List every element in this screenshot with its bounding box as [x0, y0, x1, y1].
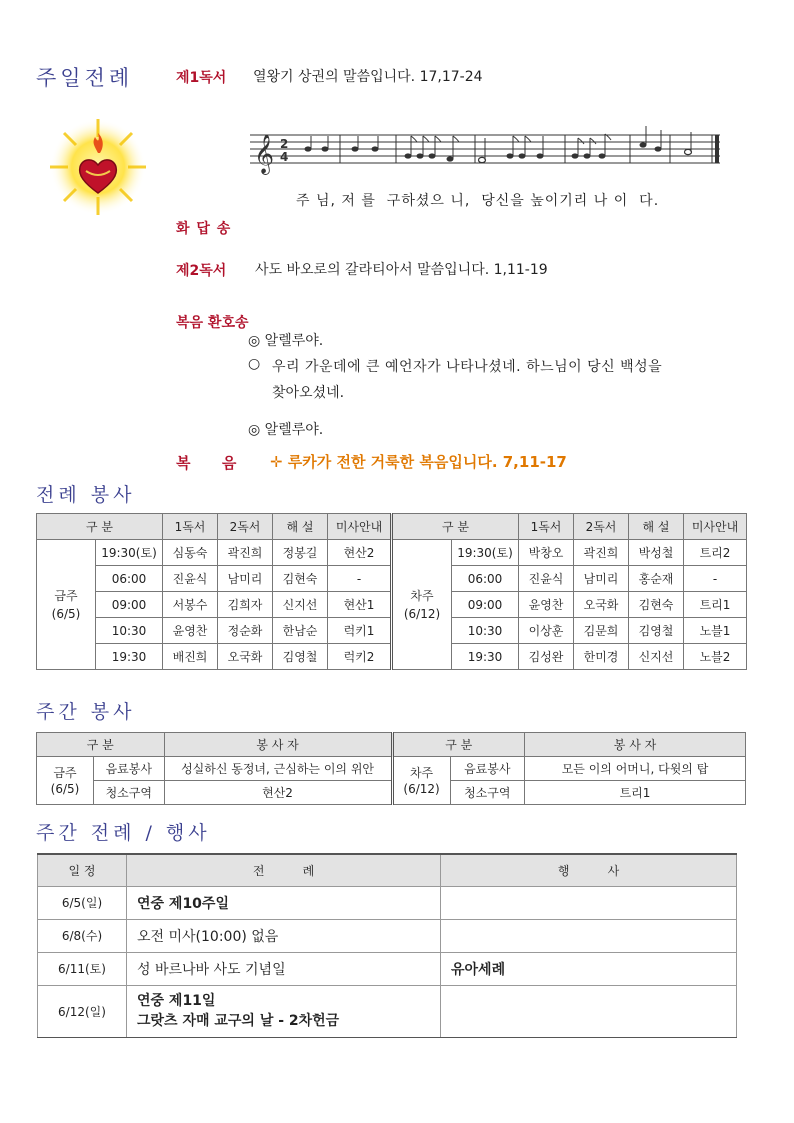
alleluia-verse-line1: 우리 가운데에 큰 예언자가 나타나셨네. 하느님이 당신 백성을	[272, 359, 663, 375]
psalm-lyrics: 주 님, 저 를 구하셨으 니, 당신을 높이기리 나 이 다.	[296, 193, 660, 209]
minister-name: 한미경	[574, 644, 629, 670]
minister-name: 트리2	[684, 540, 747, 566]
minister-name: 김현숙	[273, 566, 328, 592]
alleluia-response-1: ◎ 알렐루야.	[248, 333, 324, 349]
minister-name: 럭키1	[328, 618, 392, 644]
minister-name: 신지선	[629, 644, 684, 670]
schedule-liturgy: 연중 제10주일	[127, 886, 441, 919]
minister-name: 박창오	[519, 540, 574, 566]
mass-time: 19:30(토)	[452, 540, 519, 566]
minister-name: 현산1	[328, 592, 392, 618]
this-week-label: 금주 (6/5)	[37, 540, 96, 670]
minister-name: 남미리	[574, 566, 629, 592]
gospel-text: ✛ 루카가 전한 거룩한 복음입니다. 7,11-17	[270, 453, 567, 471]
mass-time: 09:00	[452, 592, 519, 618]
liturgy-service-title: 전례 봉사	[36, 484, 136, 506]
schedule-event	[441, 919, 737, 952]
header-volunteer: 봉 사 자	[525, 733, 746, 757]
minister-name: 박성철	[629, 540, 684, 566]
minister-name: 한남순	[273, 618, 328, 644]
header-volunteer: 봉 사 자	[164, 733, 392, 757]
liturgy-service-table	[36, 513, 747, 670]
verse-mark: ○	[248, 356, 261, 372]
schedule-date: 6/8(수)	[38, 919, 127, 952]
minister-name: 럭키2	[328, 644, 392, 670]
mass-time: 19:30(토)	[96, 540, 163, 566]
header-commentary: 해 설	[273, 514, 328, 540]
mass-time: 10:30	[452, 618, 519, 644]
alleluia-response-2: ◎ 알렐루야.	[248, 422, 324, 438]
alleluia-verse-line2: 찾아오셨네.	[272, 385, 345, 401]
minister-name: 김문희	[574, 618, 629, 644]
next-week-label: 차주 (6/12)	[392, 540, 452, 670]
minister-name: 이상훈	[519, 618, 574, 644]
minister-name: 배진희	[163, 644, 218, 670]
mass-time: 19:30	[96, 644, 163, 670]
mass-time: 10:30	[96, 618, 163, 644]
schedule-date: 6/12(일)	[38, 985, 127, 1037]
schedule-liturgy: 오전 미사(10:00) 없음	[127, 919, 441, 952]
svg-text:4: 4	[280, 150, 289, 164]
header-event: 행 사	[441, 854, 737, 886]
header-category: 구 분	[392, 514, 519, 540]
header-date: 일 정	[38, 854, 127, 886]
minister-name: 김영철	[273, 644, 328, 670]
header-liturgy: 전 례	[127, 854, 441, 886]
next-week-label: 차주 (6/12)	[392, 757, 450, 805]
minister-name: 서봉수	[163, 592, 218, 618]
header-commentary: 해 설	[629, 514, 684, 540]
psalm-label: 화 답 송	[176, 221, 232, 237]
second-reading-text: 사도 바오로의 갈라티아서 말씀입니다. 1,11-19	[255, 262, 548, 278]
header-category: 구 분	[37, 733, 165, 757]
schedule-date: 6/5(일)	[38, 886, 127, 919]
minister-name: 곽진희	[574, 540, 629, 566]
header-reading1: 1독서	[163, 514, 218, 540]
service-volunteer: 현산2	[164, 781, 392, 805]
minister-name: 오국화	[218, 644, 273, 670]
header-category: 구 분	[37, 514, 163, 540]
service-type: 음료봉사	[450, 757, 524, 781]
header-reading1: 1독서	[519, 514, 574, 540]
schedule-event	[441, 985, 737, 1037]
minister-name: 오국화	[574, 592, 629, 618]
schedule-liturgy: 성 바르나바 사도 기념일	[127, 952, 441, 985]
minister-name: 트리1	[684, 592, 747, 618]
service-volunteer: 트리1	[525, 781, 746, 805]
minister-name: 현산2	[328, 540, 392, 566]
header-category: 구 분	[392, 733, 524, 757]
minister-name: 홍순재	[629, 566, 684, 592]
minister-name: 김영철	[629, 618, 684, 644]
header-usher: 미사안내	[684, 514, 747, 540]
service-volunteer: 성실하신 동정녀, 근심하는 이의 위안	[164, 757, 392, 781]
schedule-title: 주간 전례 / 행사	[36, 822, 211, 844]
minister-name: 김성완	[519, 644, 574, 670]
service-type: 음료봉사	[94, 757, 165, 781]
mass-time: 06:00	[96, 566, 163, 592]
weekly-service-table	[36, 732, 746, 805]
minister-name: 김희자	[218, 592, 273, 618]
minister-name: 노블1	[684, 618, 747, 644]
this-week-label: 금주 (6/5)	[37, 757, 94, 805]
minister-name: 심동숙	[163, 540, 218, 566]
minister-name: 정봉길	[273, 540, 328, 566]
minister-name: 곽진희	[218, 540, 273, 566]
minister-name: 진윤식	[163, 566, 218, 592]
minister-name: 신지선	[273, 592, 328, 618]
minister-name: 윤영찬	[519, 592, 574, 618]
minister-name: 남미리	[218, 566, 273, 592]
first-reading-label: 제1독서	[176, 70, 227, 86]
minister-name: 노블2	[684, 644, 747, 670]
minister-name: -	[328, 566, 392, 592]
header-usher: 미사안내	[328, 514, 392, 540]
psalm-score	[250, 120, 722, 180]
first-reading-text: 열왕기 상권의 말씀입니다. 17,17-24	[253, 69, 483, 85]
mass-time: 19:30	[452, 644, 519, 670]
schedule-event	[441, 886, 737, 919]
mass-time: 06:00	[452, 566, 519, 592]
page-title: 주일전례	[36, 66, 134, 90]
mass-time: 09:00	[96, 592, 163, 618]
weekly-service-title: 주간 봉사	[36, 701, 136, 723]
schedule-liturgy: 연중 제11일 그랏츠 자매 교구의 날 - 2차헌금	[127, 985, 441, 1037]
alleluia-label: 복음 환호송	[176, 315, 249, 331]
second-reading-label: 제2독서	[176, 263, 227, 279]
schedule-event: 유아세례	[441, 952, 737, 985]
service-volunteer: 모든 이의 어머니, 다윗의 탑	[525, 757, 746, 781]
gospel-label: 복 음	[176, 454, 237, 472]
minister-name: 정순화	[218, 618, 273, 644]
header-reading2: 2독서	[574, 514, 629, 540]
svg-text:𝄞: 𝄞	[254, 134, 275, 174]
service-type: 청소구역	[94, 781, 165, 805]
minister-name: 김현숙	[629, 592, 684, 618]
minister-name: 윤영찬	[163, 618, 218, 644]
minister-name: 진윤식	[519, 566, 574, 592]
sacred-heart-icon	[48, 115, 148, 215]
minister-name: -	[684, 566, 747, 592]
schedule-table	[37, 853, 737, 1038]
header-reading2: 2독서	[218, 514, 273, 540]
svg-text:2: 2	[280, 137, 289, 151]
service-type: 청소구역	[450, 781, 524, 805]
schedule-date: 6/11(토)	[38, 952, 127, 985]
